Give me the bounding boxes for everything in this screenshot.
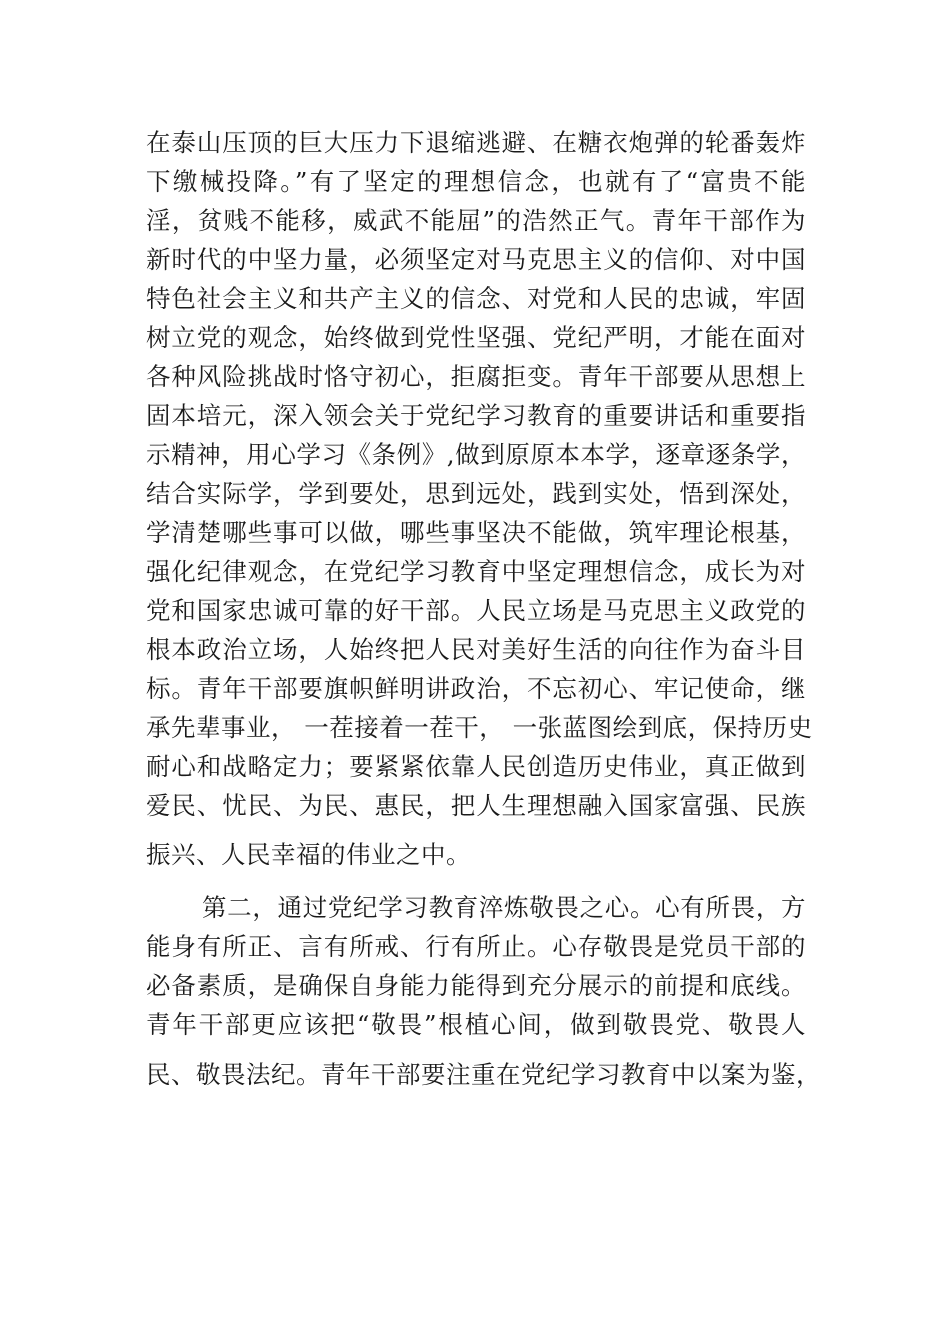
text-line: 能身有所正、言有所戒、行有所止。心存敬畏是党员干部的: [146, 932, 806, 961]
text-line: 标。青年干部要旗帜鲜明讲政治，不忘初心、牢记使命，继: [146, 674, 806, 703]
text-line: 民、敬畏法纪。青年干部要注重在党纪学习教育中以案为鉴，: [146, 1060, 821, 1089]
text-line: 结合实际学，学到要处，思到远处，践到实处，悟到深处，: [146, 479, 806, 508]
text-line: 强化纪律观念，在党纪学习教育中坚定理想信念，成长为对: [146, 557, 806, 586]
text-line: 爱民、忧民、为民、惠民，把人生理想融入国家富强、民族: [146, 791, 806, 820]
text-line: 承先辈事业， 一茬接着一茬干， 一张蓝图绘到底，保持历史: [146, 713, 813, 742]
text-line: 根本政治立场，人始终把人民对美好生活的向往作为奋斗目: [146, 635, 806, 664]
text-line: 树立党的观念，始终做到党性坚强、党纪严明，才能在面对: [146, 323, 806, 352]
text-line: 必备素质，是确保自身能力能得到充分展示的前提和底线。: [146, 971, 806, 1000]
text-line: 淫，贫贱不能移，威武不能屈”的浩然正气。青年干部作为: [146, 206, 806, 235]
text-line: 青年干部更应该把“敬畏”根植心间，做到敬畏党、敬畏人: [146, 1010, 806, 1039]
text-line: 学清楚哪些事可以做，哪些事坚决不能做，筑牢理论根基，: [146, 518, 806, 547]
text-line: 新时代的中坚力量，必须坚定对马克思主义的信仰、对中国: [146, 245, 806, 274]
text-line: 党和国家忠诚可靠的好干部。人民立场是马克思主义政党的: [146, 596, 806, 625]
text-line: 振兴、人民幸福的伟业之中。: [146, 840, 471, 869]
text-line: 第二，通过党纪学习教育淬炼敬畏之心。心有所畏，方: [202, 893, 806, 922]
text-line: 在泰山压顶的巨大压力下退缩逃避、在糖衣炮弹的轮番轰炸: [146, 128, 806, 157]
text-line: 固本培元，深入领会关于党纪学习教育的重要讲话和重要指: [146, 401, 806, 430]
text-line: 示精神，用心学习《条例》,做到原原本本学，逐章逐条学，: [146, 440, 806, 469]
text-line: 下缴械投降。”有了坚定的理想信念，也就有了“富贵不能: [146, 167, 806, 196]
text-line: 各种风险挑战时恪守初心，拒腐拒变。青年干部要从思想上: [146, 362, 806, 391]
text-line: 特色社会主义和共产主义的信念、对党和人民的忠诚，牢固: [146, 284, 806, 313]
text-line: 耐心和战略定力；要紧紧依靠人民创造历史伟业，真正做到: [146, 752, 806, 781]
